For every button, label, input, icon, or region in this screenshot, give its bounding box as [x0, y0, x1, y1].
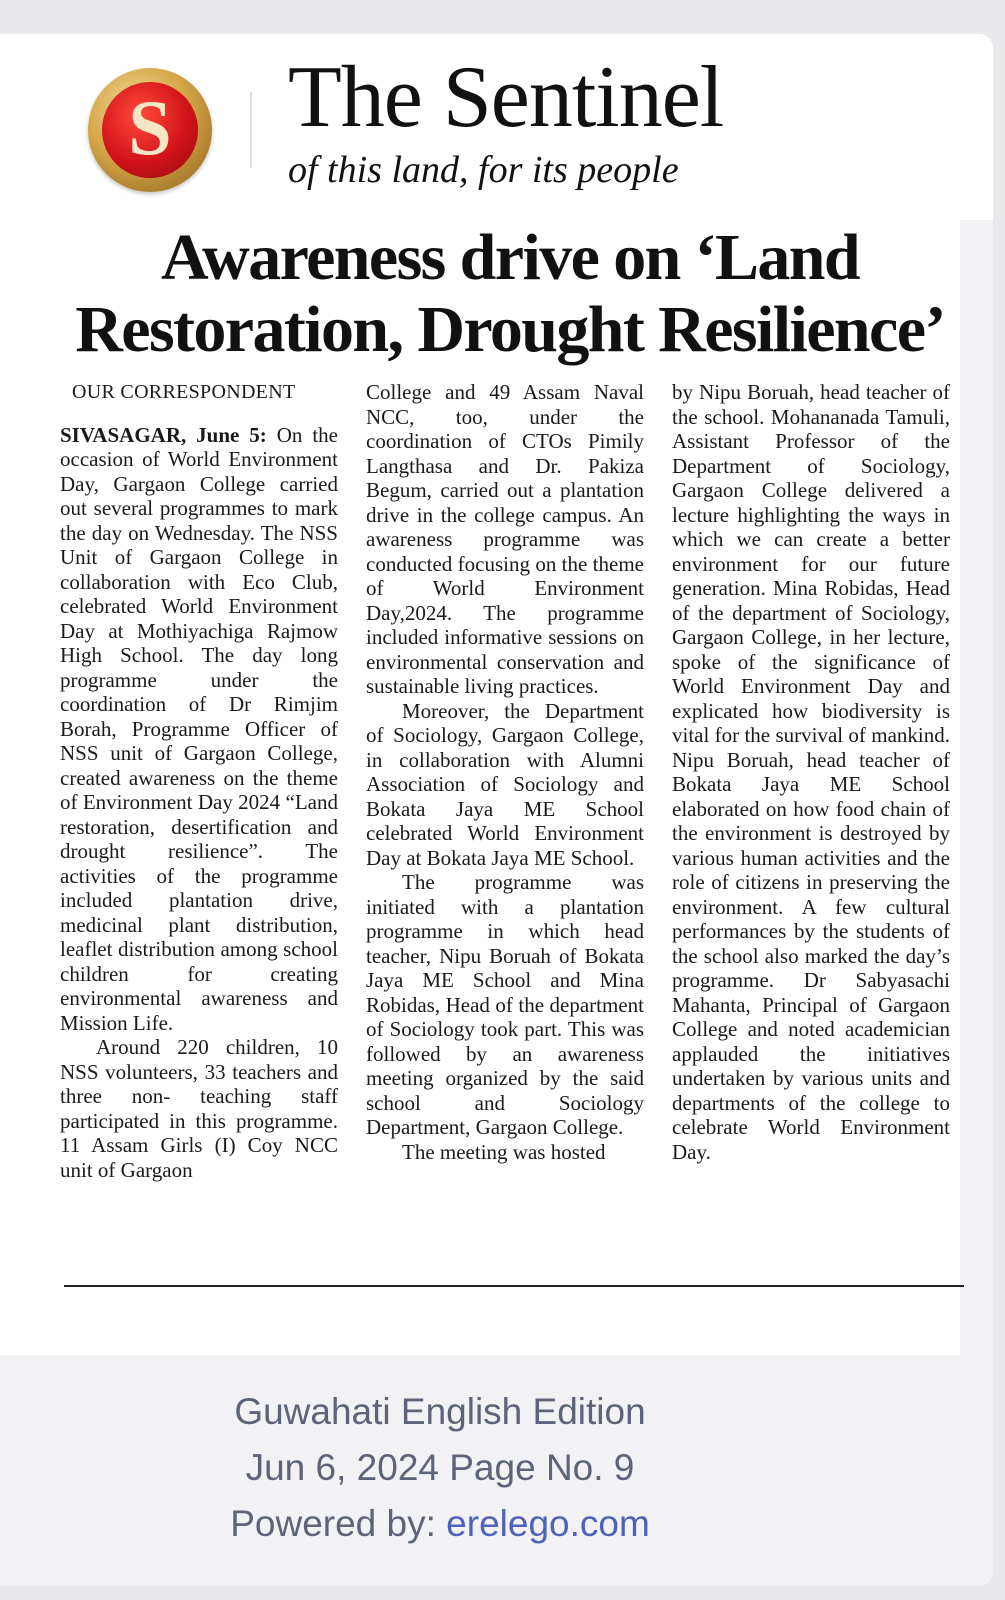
- article-column-1: [60, 380, 338, 1182]
- article-paragraph: Moreover, the Department of Sociology, Gargaon College, in collaboration with Alumni Association of Sociology and Bokata Jaya ME School celebrated World Environment Day at Bokata Jaya ME School.: [366, 698, 644, 870]
- article-end-rule: [64, 1285, 964, 1287]
- article-headline: [40, 222, 980, 366]
- headline-line-2: Restoration, Drought Resilience’: [75, 293, 945, 366]
- article-paragraph-continued: by Nipu Boruah, head teacher of the school. Mohananada Tamuli, Assistant Professor of the Department of Sociology, Gargaon College delivered a lecture highlighting the ways in which we can create a better environment for our future generation. Mina Robidas, Head of the department of Sociology, Gargaon College, in her lecture, spoke of the significance of World Environment Day and explicated how biodiversity is vital for the survival of mankind. Nipu Boruah, head teacher of Bokata Jaya ME School elaborated on how food chain of the environment is destroyed by various human activities and the role of citizens in preserving the environment. A few cultural performances by the students of the school also marked the day’s programme. Dr Sabyasachi Mahanta, Principal of Gargaon College and noted academician applauded the initiatives undertaken by various units and departments of the college to celebrate World Environment Day.: [672, 380, 950, 1164]
- dateline: SIVASAGAR, June 5:: [60, 422, 267, 447]
- article-paragraph: Around 220 children, 10 NSS volunteers, 33 teachers and three non- teaching staff participated in this programme. 11 Assam Girls (I) Coy NCC unit of Gargaon: [60, 1035, 338, 1182]
- headline-line-1: Awareness drive on ‘Land: [160, 221, 860, 294]
- edition-footer: [0, 1384, 880, 1552]
- edition-date-page: Jun 6, 2024 Page No. 9: [245, 1447, 635, 1488]
- article-column-3: [672, 380, 950, 1164]
- logo-emblem: [102, 82, 198, 178]
- article-paragraph-continued: College and 49 Assam Naval NCC, too, under the coordination of CTOs Pimily Langthasa and Dr. Pakiza Begum, carried out a plantation drive in the college campus. An awareness programme was conducted focusing on the theme of World Environment Day,2024. The programme included informative sessions on environmental conservation and sustainable living practices.: [366, 380, 644, 698]
- article-paragraph: The programme was initiated with a plantation programme in which head teacher, Nipu Boruah of Bokata Jaya ME School and Mina Robidas, Head of the department of Sociology took part. This was followed by an awareness meeting organized by the said school and Sociology Department, Gargaon College.: [366, 870, 644, 1139]
- erelego-link[interactable]: erelego.com: [446, 1503, 650, 1544]
- sentinel-logo: [88, 68, 212, 192]
- newspaper-tagline: of this land, for its people: [288, 149, 679, 191]
- newspaper-name: The Sentinel: [288, 49, 724, 146]
- logo-letter: S: [128, 84, 172, 171]
- article-paragraph: [60, 423, 338, 1036]
- byline: OUR CORRESPONDENT: [72, 381, 296, 403]
- powered-by-label: Powered by:: [230, 1503, 436, 1544]
- article-paragraph: The meeting was hosted: [402, 1139, 606, 1164]
- paragraph-text: On the occasion of World Environment Day, Gargaon College carried out several programmes to mark the day on Wednesday. The NSS Unit of Gargaon College in collaboration with Eco Club, celebrated World Environment Day at Mothiyachiga Rajmow High School. The day long programme under the coordination of Dr Rimjim Borah, Programme Officer of NSS unit of Gargaon College, created awareness on the theme of Environment Day 2024 “Land restoration, desertification and drought resilience”. The activities of the programme included plantation drive, medicinal plant distribution, leaflet distribution among school children for creating environmental awareness and Mission Life.: [60, 422, 338, 1035]
- article-column-2: [366, 380, 644, 1164]
- edition-name: Guwahati English Edition: [234, 1391, 646, 1432]
- masthead-divider: [250, 92, 252, 168]
- powered-by-line: [0, 1496, 880, 1552]
